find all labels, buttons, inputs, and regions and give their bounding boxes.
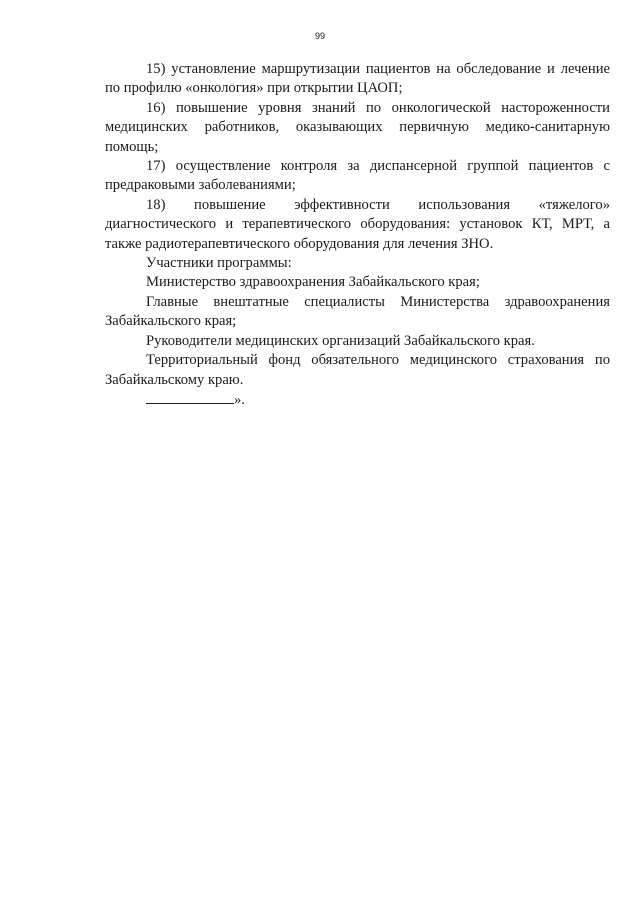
signature-blank-line bbox=[146, 390, 234, 404]
paragraph-item-16: 16) повышение уровня знаний по онкологической настороженности медицинских работников, оказывающих первичную медико-санитарную помощь; bbox=[105, 99, 610, 155]
paragraph-item-17: 17) осуществление контроля за диспансерной группой пациентов с предраковыми заболеваниями; bbox=[105, 158, 610, 194]
participant-ministry: Министерство здравоохранения Забайкальского края; bbox=[146, 274, 480, 291]
participant-organization-heads: Руководители медицинских организаций Забайкальского края. bbox=[146, 332, 535, 349]
participant-chief-specialists: Главные внештатные специалисты Министерства здравоохранения Забайкальского края; bbox=[105, 293, 610, 330]
page-number: 99 bbox=[314, 31, 325, 41]
document-body bbox=[105, 60, 610, 410]
participants-heading: Участники программы: bbox=[146, 255, 292, 272]
paragraph-item-18: 18) повышение эффективности использования «тяжелого» диагностического и терапевтического оборудования: установок КТ, МРТ, а также радиотерапевтического оборудования для лечения ЗНО. bbox=[105, 196, 610, 252]
paragraph-item-15: 15) установление маршрутизации пациентов на обследование и лечение по профилю «онкология» при открытии ЦАОП; bbox=[105, 61, 610, 97]
participant-insurance-fund: Территориальный фонд обязательного медицинского страхования по Забайкальскому краю. bbox=[105, 352, 610, 388]
closing-quote-mark: ». bbox=[234, 391, 245, 408]
closing-line bbox=[105, 390, 610, 410]
